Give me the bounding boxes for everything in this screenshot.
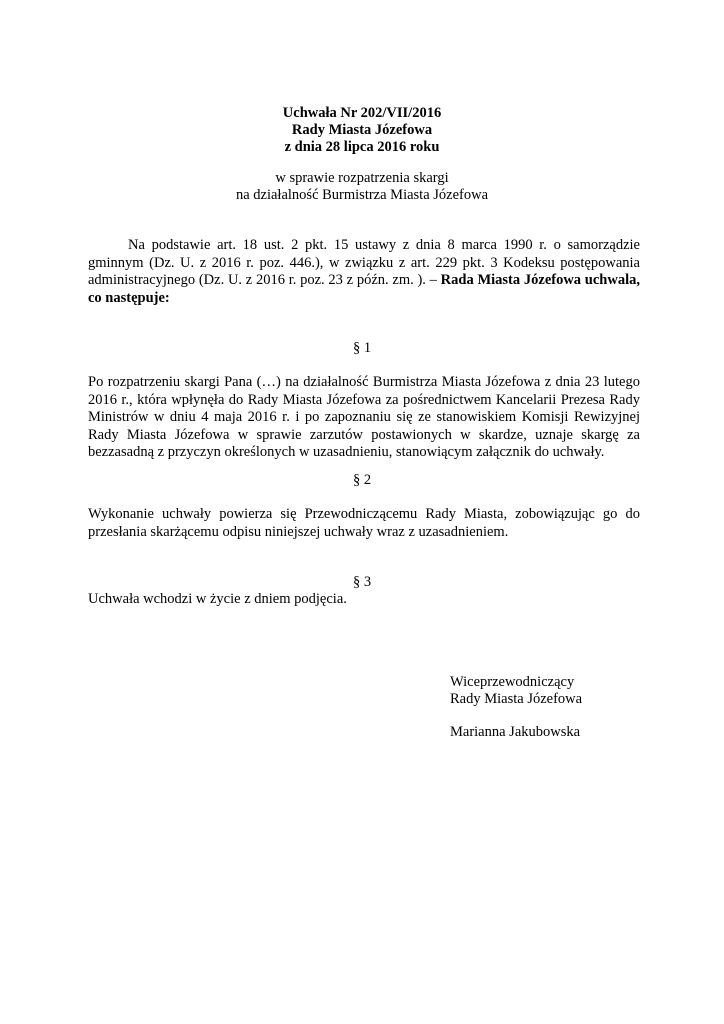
subject-line-2: na działalność Burmistrza Miasta Józefowa <box>235 187 489 203</box>
section-2-text: Wykonanie uchwały powierza się Przewodniczącemu Rady Miasta, zobowiązując go do przesłania skarżącemu odpisu niniejszej uchwały wraz z uzasadnieniem. <box>88 506 640 540</box>
signature-role: Wiceprzewodniczący <box>450 674 575 690</box>
section-3-mark: § 3 <box>352 574 372 590</box>
resolution-title: Uchwała Nr 202/VII/2016 <box>282 105 442 121</box>
preamble-bold-text: Rada Miasta Józefowa uchwala, co następuje: <box>88 272 640 306</box>
resolution-date: z dnia 28 lipca 2016 roku <box>284 139 440 155</box>
signature-body: Rady Miasta Józefowa <box>450 691 583 707</box>
resolution-body: Rady Miasta Józefowa <box>291 122 433 138</box>
section-1-mark: § 1 <box>352 340 372 356</box>
resolution-subject <box>0 170 724 204</box>
signature-name: Marianna Jakubowska <box>450 724 581 740</box>
preamble <box>88 237 640 307</box>
section-1-text: Po rozpatrzeniu skargi Pana (…) na działalność Burmistrza Miasta Józefowa z dnia 23 lutego 2016 r., która wpłynęła do Rady Miasta Józefowa za pośrednictwem Kancelarii Prezesa Rady Ministrów w dniu 4 maja 2016 r. i po zapoznaniu się ze stanowiskiem Komisji Rewizyjnej Rady Miasta Józefowa w sprawie zarzutów postawionych w skardze, uznaje skargę za bezzasadną z przyczyn określonych w uzasadnieniu, stanowiącym załącznik do uchwały. <box>88 374 640 460</box>
subject-line-1: w sprawie rozpatrzenia skargi <box>275 170 449 186</box>
preamble-text: Na podstawie art. 18 ust. 2 pkt. 15 ustawy z dnia 8 marca 1990 r. o samorządzie gminnym (Dz. U. z 2016 r. poz. 446.), w związku z art. 229 pkt. 3 Kodeksu postępowania administracyjnego (Dz. U. z 2016 r. poz. 23 z późn. zm. ). – <box>88 237 640 288</box>
section-2-mark: § 2 <box>352 472 372 488</box>
resolution-header <box>0 105 724 156</box>
section-3-text: Uchwała wchodzi w życie z dniem podjęcia. <box>88 591 347 607</box>
